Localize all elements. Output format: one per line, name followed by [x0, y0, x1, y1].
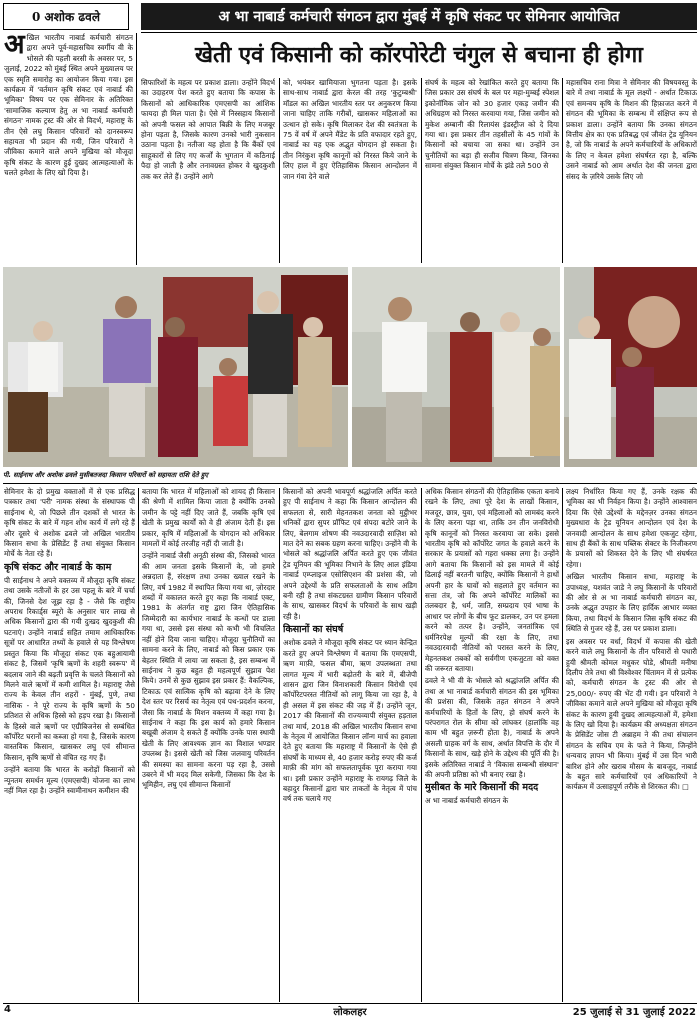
- lower-column-2: [142, 487, 275, 1005]
- photo-middle: [352, 267, 560, 467]
- headline: [141, 36, 697, 72]
- divider: [279, 488, 280, 1002]
- paragraph: उन्होंने नाबार्ड जैसी अनूठी संस्था की, जिसको भारत की आम जनता इसके किसानों के, जो हमारे अन्नदाता हैं, संरक्षण तथा उनका ख्याल रखने के लिए, वर्ष 1982 में स्थापित किया गया था, ज़ोरदार शब्दों में वकालत करते हुए कहा कि नाबार्ड एक्ट, 1981 के अंतर्गत राष्ट्र द्वारा जिन ऐतिहासिक जिम्मेदारी का कार्यभार नाबार्ड के कन्धों पर डाला गया था, उससे इस संस्था को कभी भी विचलित नहीं होने दिया जाना चाहिए। मौजूदा चुनौतियों का सामना करने के लिए, नाबार्ड को किस प्रकार एक बेहतर स्थिति में लाया जा सकता है, इस सम्बन्ध में साईनाथ ने कुछ बहुत ही महत्वपूर्ण सुझाव पेश किये। उनमें से कुछ सुझाव इस प्रकार हैं: वैकल्पिक, टिकाऊ एवं सात्विक कृषि को बढ़ावा देने के लिए देश स्तर पर रिसर्च का नेतृत्व एवं पथ-प्रदर्शन करना, जैसा कि नाबार्ड के मिशन वक्तव्य में कहा गया है। साईनाथ ने कहा कि इस कार्य को हमारे किसान बखूबी अंजाम दे सकते हैं क्योंकि उनके पास स्थायी खेती के लिए आवश्यक ज्ञान का विशाल भण्डार उपलब्ध है। इससे खेती को जिस जलवायु परिवर्तन की समस्या का सामना करना पड़ रहा है, उससे उबरने में भी मदद मिल सकेगी, जिसका कि देश के भूमिहीन, लघु एवं सीमान्त किसानों: [142, 551, 275, 790]
- intro-paragraph: अखिल भारतीय नाबार्ड कर्मचारी संगठन द्वारा अपने पूर्व-महासचिव स्वर्गीय वी के भोसले की पहली बरसी के अवसर पर, 5 जुलाई, 2022 को मुंबई स्थित अपने मुख्यालय पर एक स्मृति समारोह का आयोजन किया गया। इस कार्यक्रम में 'वर्तमान कृषि संकट एवं नाबार्ड की भूमिका' विषय पर एक सेमिनार के अतिरिक्त 'सामाजिक कल्याण हेतु अ भा नाबार्ड कर्मचारी संगठन' नामक ट्रस्ट की ओर से विदर्भ, महाराष्ट्र के तीन ऐसे लघु किसान परिवारों को दानस्वरूप सहायता भी प्रदान की गयी, जिन परिवारों ने जीविका कमाने वाले अपने मुखिया को मौजूदा कृषि संकट के कारण हुई दुखद आत्महत्याओं के चलते हमेशा के लिए खो दिया है।: [4, 33, 133, 178]
- divider: [562, 488, 563, 1002]
- divider: [562, 78, 563, 263]
- issue-date: 25 जुलाई से 31 जुलाई 2022: [572, 1007, 696, 1018]
- paragraph: ढवले ने भी वी के भोसले को श्रद्धांजलि अर्पित की तथा अ भा नाबार्ड कर्मचारी संगठन की इस भूमिका की प्रशंसा की, जिसके तहत संगठन ने अपने कर्मचारियों के हितों के लिए, हो संघर्ष करने के परंपरागत रोल के सीमा को लांघकर (हालांकि वह काम भी बहुत ज़रूरी होता है), नाबार्ड के अपने असली ग्राहक वर्ग के साथ, अर्थात विपत्ति के दौर में किसानों के साथ, खड़े होने के उद्देश्य की पूर्ति की है। इसके अतिरिक्त नाबार्ड ने 'विकास सम्बन्धी संस्थान' की अपनी प्रतिष्ठा को भी बनाए रखा है।: [425, 676, 559, 779]
- paragraph: सेमिनार के दो प्रमुख वक्ताओं में से एक प्रसिद्ध पत्रकार तथा 'परी' नामक संस्था के संस्थापक पी साईनाथ थे, जो पिछले तीन दशकों से भारत के कृषि संकट के बारे में गहन शोध कार्य में लगे रहे हैं और दूसरे थे अशोक ढवले जो अखिल भारतीय किसान सभा के प्रेसिडेंट हैं तथा संयुक्त किसान मोर्चे के नेता रहे हैं।: [4, 487, 135, 559]
- divider: [421, 78, 422, 263]
- paragraph: इस अवसर पर वर्धा, विदर्भ में कपास की खेती करने वाले लघु किसानों के तीन परिवारों से पधारी हुयी श्रीमती कोमल मधुकर घोडे, श्रीमती मनीषा दिलीप तेत्रे तथा श्री विश्वेश्वर चिंतामन में से प्रत्येक को, कर्मचारी संगठन के ट्रस्ट की ओर से 25,000/- रुपए की भेंट दी गयी। इन परिवारों ने जीविका कमाने वाले अपने मुखिया को मौजूदा कृषि संकट के कारण हुयी दुखद आत्महत्याओं में, हमेशा के लिए खो दिया है। कार्यक्रम की अध्यक्षता संगठन के प्रेसिडेंट जोस टी अब्राहम ने की तथा संचालन संगठन के सचिव एम के फते ने किया, जिन्होंने धन्यवाद ज्ञापन भी किया। मुंबई में उस दिन भारी बारिश होने और खराब मौसम के बावजूद, नाबार्ड के बहुत सारे कर्मचारियों एवं अधिकारियों ने कार्यक्रम में उत्साहपूर्ण तरीके से शिरकत की। □: [566, 636, 697, 792]
- top-column-1: [4, 33, 133, 267]
- end-mark: □: [682, 782, 689, 792]
- section-heading: किसानों का संघर्ष: [283, 624, 344, 636]
- paragraph: उन्होंने बताया कि भारत के करोड़ों किसानों को न्यूनतम समर्थन मूल्य (एमएसपी) योजना का लाभ नहीं मिल रहा है। उन्होंने स्वामीनाथन कमीशन की: [4, 765, 135, 795]
- paragraph: अ भा नाबार्ड कर्मचारी संगठन के: [425, 796, 509, 806]
- paragraph: लक्ष्य निर्धारित किया गए हैं, उनके रक्षक की भूमिका का भी निर्वहन किया है। उन्होंने आश्वासन दिया कि ऐसे उद्देश्यों के मद्देनज़र उनका संगठन मुख्यधारा के ट्रेड यूनियन आन्दोलन एवं देश के जनवादी आन्दोलन के साथ हमेशा एकजुट रहेगा, साथ ही बैंकों के साथ पब्लिक सेक्टर के निजीकरण के प्रयासों को शिकस्त देने के लिए भी संघर्षरत रहेगा।: [566, 487, 697, 569]
- caption-text: पी. साईनाथ और अशोक ढवले मुसीबतजदा किसान परिवारों को सहायता राशि देते हुए: [3, 470, 209, 479]
- headline-text: खेती एवं किसानी को कॉरपोरेटी चंगुल से बचाना ही होगा: [195, 43, 643, 68]
- paragraph: संघर्ष के महत्व को रेखांकित करते हुए बताया कि जिस प्रकार उस संघर्ष के बल पर महा-मुम्बई स्पेशल इकोनॉमिक जोन को 30 हजार एकड़ जमीन की अधिग्रहण को निरस्त करवाया गया, जिस जमीन को मुकेश अम्बानी की रिलायंस इंडस्ट्रीज को दे दिया गया था। इस प्रकार तीन तहसीलों के 45 गांवों के किसानों को बचाया जा सका था। उन्होंने उन चुनौतियों का बड़ा ही सजीव चित्रण किया, जिनका सामना संयुक्त किसान मोर्चे के झंडे तले 500 से: [425, 78, 559, 171]
- paragraph: किसानों को अपनी भावपूर्ण श्रद्धांजलि अर्पित करते हुए पी साईनाथ ने कहा कि किसान आन्दोलन की सफलता से, सारी मेहनतकश जनता को मुट्ठीभर धनिकों द्वारा सुपर प्रॉफिट एवं संपदा बटोरे जाने के लिए, बेलगाम शोषण की नवउदारवादी साज़िश को मात देने का सबक ग्रहण करना चाहिए। उन्होंने वी के भोसले को श्रद्धांजलि अर्पित करते हुए एक जीवंत ट्रेड यूनियन की भूमिका निभाने के लिए आल इंडिया नाबार्ड एम्प्लाइज एसोसिएशन की प्रशंसा की, जो अपने उद्देश्यों के प्रति सफलताओं के साथ अडिग बनी रही है तथा संकटग्रस्त ग्रामीण किसान परिवारों के साथ, खासकर विदर्भ के परिवारों के साथ खड़ी रही है।: [283, 487, 417, 621]
- dropcap: अ: [4, 33, 25, 60]
- lower-column-3: [283, 487, 417, 1005]
- paragraph: महासचिव राना मित्रा ने सेमिनार की विषयवस्तु के बारे में तथा नाबार्ड के मूल लक्ष्यों - अर्थात टिकाऊ एवं समन्वय कृषि के मिशन की हिफ़ाजत करने में संगठन की भूमिका के सम्बन्ध में संक्षिप्त रूप से प्रकाश डाला। उन्होंने बताया कि उनका संगठन वित्तीय क्षेत्र का एक प्रतिबद्ध एवं जीवंत ट्रेड यूनियन है, जो कि नाबार्ड के अपने कर्मचारियों के अधिकारों के लिए न केवल हमेशा संघर्षरत रहा है, बल्कि उसने नाबार्ड को आम अर्थात देश की जनता द्वारा संसद के ज़रिये उसके लिए जो: [566, 78, 697, 181]
- divider: [138, 488, 139, 1002]
- top-column-5: [566, 78, 697, 263]
- section-heading: कृषि संकट और नाबार्ड के काम: [4, 561, 112, 573]
- top-column-4: [425, 78, 559, 263]
- banner: [141, 3, 697, 30]
- banner-text: अ भा नाबार्ड कर्मचारी संगठन द्वारा मुंबई में कृषि संकट पर सेमिनार आयोजित: [218, 9, 620, 25]
- paragraph: पी साईनाथ ने अपने वक्तव्य में मौजूदा कृषि संकट तथा उसके नतीजों के हर उस पहलू के बारे में चर्चा की, जिनसे देश जूझ रहा है - जैसे कि राष्ट्रीय अपराध रिकार्ड्स ब्यूरो के अनुसार चार लाख से अधिक किसानों द्वारा की गयी दुःखद खुदकुशी की घटनाएं। उन्होंने नाबार्ड सहित तमाम आधिकारिक सूत्रों पर आधारित तथ्यों के हवाले से यह विश्लेषण प्रस्तुत किया कि मौजूदा संकट एक बहुआयामी संकट है, जिसमें 'कृषि ऋणों के शहरी स्वरूप' में बदलाव जाने की बढ़ती प्रवृत्ति के चलते किसानों को मिलने वाले ऋणों में कमी शामिल है। महाराष्ट्र जैसे राज्य के केवल तीन शहरों - मुंबई, पुणे, तथा नासिक - ने पूरे राज्य के कृषि ऋणों के 50 प्रतिशत से अधिक हिस्से को हड़प रखा है। किसानों के हिस्से वाले ऋणों पर एग्रीबिजनेस से सम्बंधित कॉर्पोरेट घरानों का कब्जा हो गया है, जिसके कारण वास्तविक किसान, खासकर लघु एवं सीमान्त किसान, कृषि ऋणों से वंचित रह गए हैं।: [4, 575, 135, 762]
- paragraph: अधिक किसान संगठनों की ऐतिहासिक एकता बनाये रखने के लिए, तथा पूरे देश के लाखों किसान, मजदूर, छात्र, युवा, एवं महिलाओं को लामबंद करने के लिए करना पड़ा था, ताकि उन तीन जनविरोधी कृषि कानूनों को निरस्त करवाया जा सके। इससे भारतीय कृषि को कॉर्पोरेट जगत के हवाले करने के सरकार के प्रयासों को गहरा धक्का लगा है। उन्होंने आगे बताया कि किसानों को इस मामले में कोई ढिलाई नहीं बरतनी चाहिए, क्योंकि किसानों ने हाथों अपनी हार के घावों को सहलाते हुए वर्तमान का सत्ता तंत्र, जो कि अपने कॉर्पोरेट मालिकों का तलबदार है, धर्म, जाति, सम्प्रदाय एवं भाषा के आधार पर लोगों के बीच फूट डालकर, उन पर हमला करने को तत्पर है। उन्होंने, जनतांत्रिक एवं धर्मनिरपेक्ष मूल्यों की रक्षा के लिए, तथा नवउदारवादी नीतियों को परास्त करने के लिए, मेहनतकश तबकों को सर्वगीण एकजुटता को वक्त की जरूरत बताया।: [425, 487, 559, 673]
- top-column-2: [141, 78, 275, 263]
- lower-column-1: [4, 487, 135, 1005]
- divider: [136, 33, 137, 265]
- photo-left: [3, 267, 348, 467]
- photo-right-illustration: [564, 267, 697, 467]
- section-heading: मुसीबत के मारे किसानों की मदद: [425, 782, 539, 794]
- header-rule: [141, 32, 697, 33]
- photo-middle-illustration: [352, 267, 560, 467]
- page-number: 4: [4, 1004, 11, 1015]
- paragraph: अशोक ढवले ने मौजूदा कृषि संकट पर ध्यान केन्द्रित करते हुए अपने विश्लेषण में बताया कि एमएसपी, ऋण माफ़ी, फसल बीमा, ऋण उपलब्धता तथा लागत मूल्य में भारी बढ़ोतरी के बारे में, बीजेपी शासन द्वारा जिन विनाशकारी किसान विरोधी एवं कॉर्पोरेटपरस्त नीतियों को लागू किया जा रहा है, वे ही असल में इस संकट की जड़ में हैं। उन्होंने जून, 2017 की किसानों की राज्यव्यापी संयुक्त हड़ताल तथा मार्च, 2018 की अखिल भारतीय किसान सभा के नेतृत्व में आयोजित किसान लॉन्ग मार्च का हवाला देते हुए बताया कि महाराष्ट्र में किसानों के ऐसे ही संघर्षों के माध्यम से, 40 हजार करोड़ रुपए की कर्ज माफ़ी की मांग को सफलतापूर्वक पूरा कराया गया था। इसी प्रकार उन्होंने महाराष्ट्र के रायगढ़ जिले के बहादुर किसानों द्वारा चार ताकतों के नेतृत्व में पांच वर्ष तक चलाये गए: [283, 638, 417, 804]
- column-label: 0 अशोक ढवले: [32, 10, 100, 24]
- photo-right: [564, 267, 697, 467]
- lower-column-5: [566, 487, 697, 1005]
- paragraph: को, भयंकर खामियाजा भुगतना पड़ता है। इसके साथ-साथ नाबार्ड द्वारा केरल की तरह 'कुटुम्बश्री' मॉडल का अखिल भारतीय स्तर पर अनुकरण किया जाना चाहिए ताकि गरीबों, खासकर महिलाओं का उत्थान हो सके। कृषि मिलाकर देश की स्वतंत्रता के 75 वें वर्ष में अपने मैंडेट के प्रति वफादार रहते हुए, नाबार्ड का यह एक अद्भुत योगदान हो सकता है। तीन निरंकुश कृषि कानूनों को निरस्त किये जाने के लिए हाल में हुए ऐतिहासिक किसान आन्दोलन में जान गंवा देने वाले: [283, 78, 417, 181]
- paragraph: अखिल भारतीय किसान सभा, महाराष्ट्र के उपाध्यक्ष, यशवंत जाडे ने लघु किसानों के परिवारों की ओर से अ भा नाबार्ड कर्मचारी संगठन का, उनके अद्भुत उपहार के लिए हार्दिक आभार व्यक्त किया, तथा विदर्भ के किसान जिस कृषि संकट की स्थिति से गुजर रहे हैं, उस पर प्रकाश डाला।: [566, 572, 697, 634]
- paragraph: सिफारिशों के महत्व पर प्रकाश डाला। उन्होंने विदर्भ का उदाहरण पेश करते हुए बताया कि कपास के किसानों को आधिकारिक एमएसपी का आंशिक फायदा ही मिल पाता है। ऐसे में निस्सहाय किसानों को अपनी फसल को आपात बिक्री के लिए मजबूर होना पड़ता है, जिसके कारण उनको भारी नुकसान उठाना पड़ता है। नतीजा यह होता है कि बैंकों एवं साहूकारों से लिए गए कर्जों के भुगतान में कठिनाई पैदा हो जाती है और तनावग्रस्त होकर वे खुदकुशी तक कर लेते हैं। उन्होंने आगे: [141, 78, 275, 181]
- lower-column-4: [425, 487, 559, 1005]
- top-column-3: [283, 78, 417, 263]
- photo-left-illustration: [3, 267, 348, 467]
- photo-caption: [3, 467, 348, 481]
- divider: [421, 488, 422, 1002]
- paper-name: लोकलहर: [333, 1007, 367, 1018]
- paragraph: बताया कि भारत में महिलाओं को शायद ही किसान की श्रेणी में शामिल किया जाता है क्योंकि उनको जमीन के पट्टे नहीं दिए जाते हैं, जबकि कृषि एवं खेती के प्रमुख कार्यों को वे ही अंजाम देती हैं। इस प्रकार, कृषि में महिलाओं के योगदान को अधिकार मामलों में कोई तरजीह नहीं दी जाती है।: [142, 487, 275, 549]
- column-label-box: [3, 3, 129, 30]
- divider: [279, 78, 280, 263]
- caption-rule: [3, 483, 697, 484]
